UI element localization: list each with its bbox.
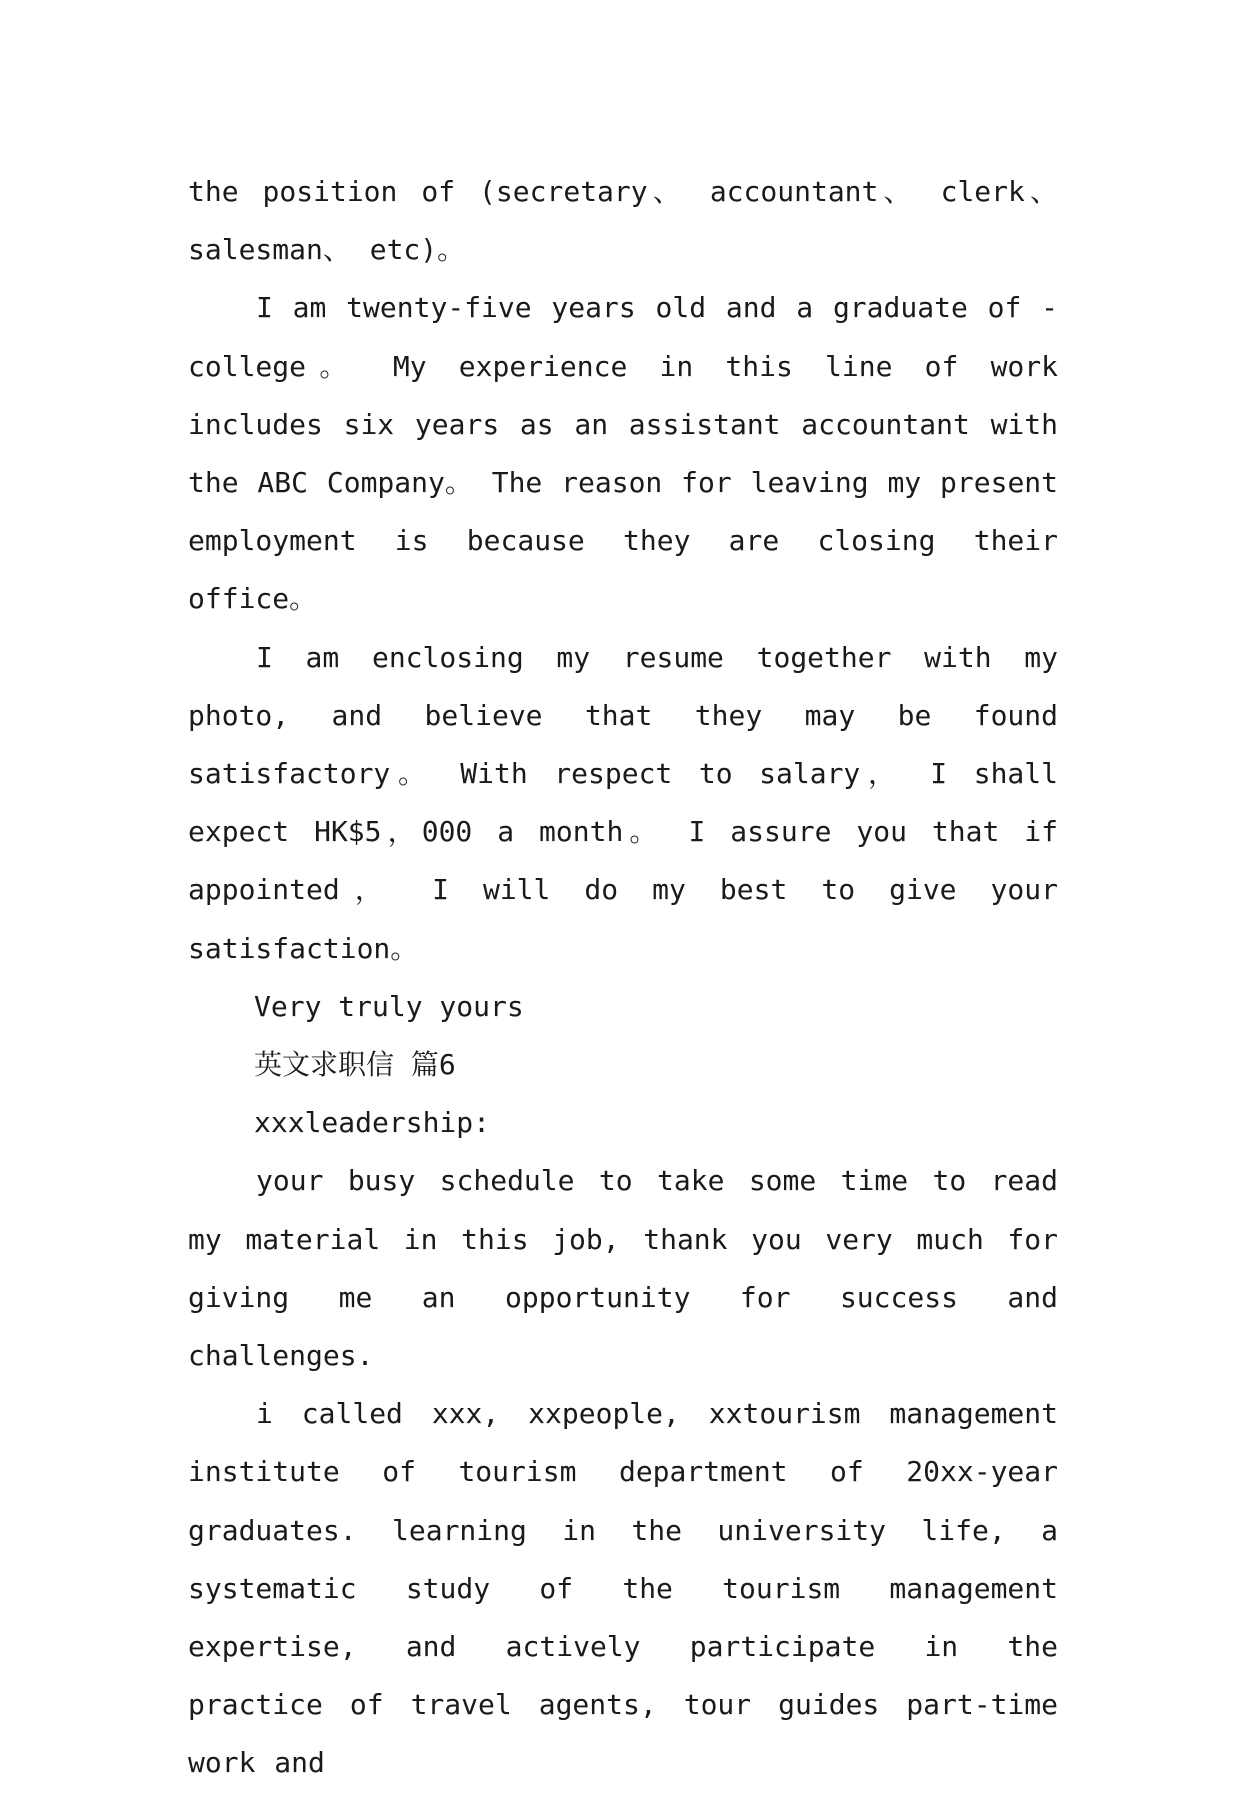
section-heading: 英文求职信 篇6 bbox=[254, 1048, 456, 1082]
paragraph-thanks: your busy schedule to take some time to read my material in this job, thank you very much for giving me an opportunity for success and challenges. bbox=[188, 1164, 1058, 1373]
salutation: xxxleadership: bbox=[254, 1106, 491, 1140]
document-body bbox=[188, 163, 1058, 1793]
paragraph-introduction: i called xxx, xxpeople, xxtourism management institute of tourism department of 20xx-year graduates. learning in the university life, a systematic study of the tourism management expertise, and actively participate in the practice of travel agents, tour guides part-time work and bbox=[188, 1397, 1058, 1780]
closing-line: Very truly yours bbox=[254, 989, 524, 1023]
paragraph-background: I am twenty-five years old and a graduate of -college。 My experience in this line of work includes six years as an assistant accountant with the ABC Company。 The reason for leaving my present employment is because they are closing their office。 bbox=[188, 291, 1059, 616]
paragraph-resume: I am enclosing my resume together with my photo, and believe that they may be found satisfactory。 With respect to salary， I shall expect HK$5，000 a month。 I assure you that if appointed， I will do my best to give your satisfaction。 bbox=[188, 640, 1058, 965]
paragraph-position: the position of (secretary、 accountant、 clerk、 salesman、 etc)。 bbox=[188, 175, 1058, 267]
